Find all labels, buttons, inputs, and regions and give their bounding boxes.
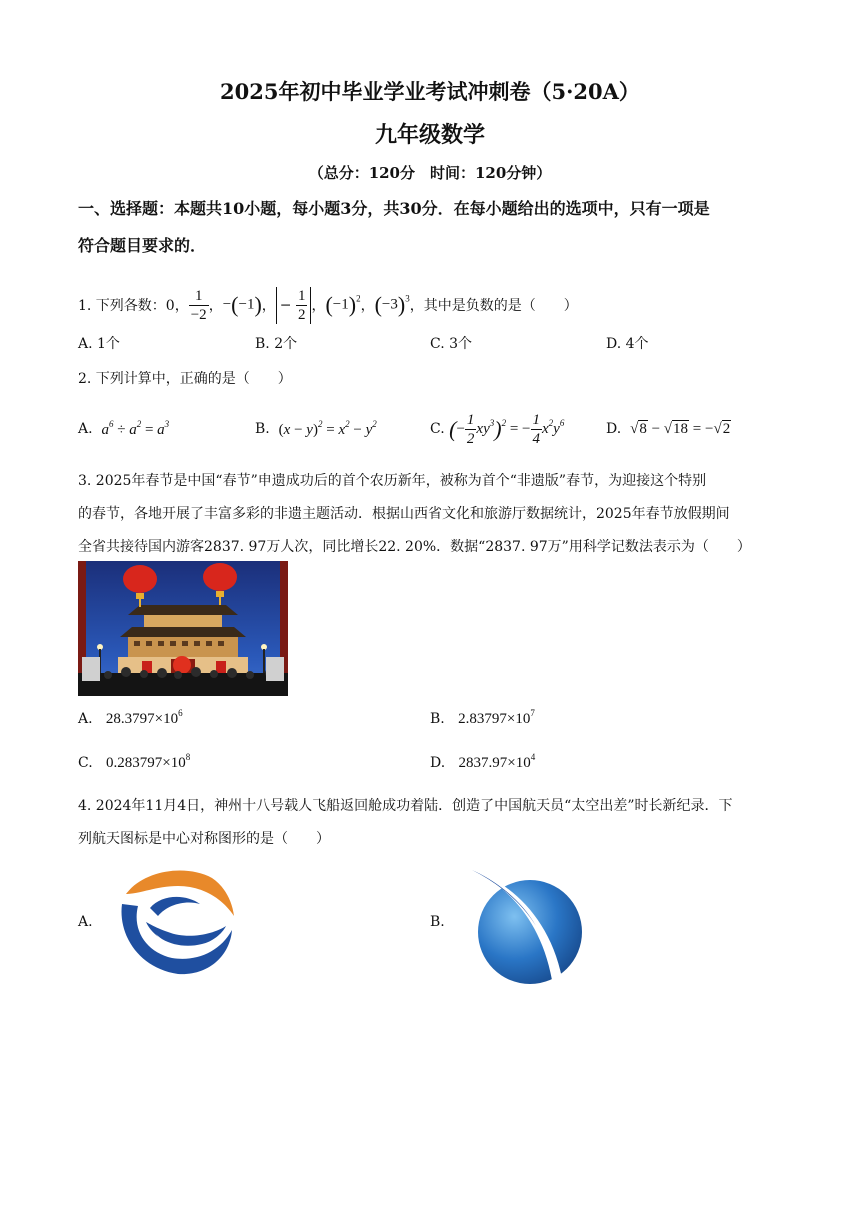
exam-title: 2025年初中毕业学业考试冲刺卷（5·20A） bbox=[220, 79, 640, 104]
q3-option-b: B. $2.83797\times 10^7$ bbox=[430, 708, 535, 727]
q2-option-c: C. (− $\frac{1}{2}$ $xy^3)^2$ = − $\frac{1}{4}$ $x^2y^6$ bbox=[430, 411, 565, 447]
q4-option-a-label: A. bbox=[78, 914, 93, 930]
question-3-line2: 的春节，各地开展了丰富多彩的非遗主题活动．根据山西省文化和旅游厅数据统计，2025年春节放假期间 bbox=[78, 506, 730, 522]
q1-option-a: A. 1个 bbox=[78, 336, 120, 352]
q1-option-c: C. 3个 bbox=[430, 336, 473, 352]
q2-option-a: A. $a^6 \div a^2 = a^3$ bbox=[78, 419, 170, 438]
q3-option-c: C. $0.283797\times 10^8$ bbox=[78, 752, 191, 771]
q2-a-expression: $a^6 \div a^2 = a^3$ bbox=[101, 419, 170, 438]
q1-fraction-1-over-neg2: $\frac{1}{-2}$ bbox=[190, 287, 207, 323]
q2-c-expression: (− $\frac{1}{2}$ $xy^3)^2$ = − $\frac{1}{4}$ $x^2y^6$ bbox=[449, 411, 565, 447]
subject-title: 九年级数学 bbox=[374, 122, 485, 148]
question-4-line2: 列航天图标是中心对称图形的是（ ） bbox=[78, 831, 330, 847]
q1-option-d: D. 4个 bbox=[606, 336, 649, 352]
question-3-line3: 全省共接待国内游客2837. 97万人次，同比增长22. 20%．数据“2837. 97万”用科学记数法表示为（ ） bbox=[78, 539, 751, 555]
aerospace-logo-a-icon bbox=[116, 864, 236, 976]
spring-festival-gate-photo bbox=[78, 561, 288, 696]
q3-option-a: A. $28.3797\times 10^6$ bbox=[78, 708, 183, 727]
q4-option-b-label: B. bbox=[430, 914, 445, 930]
q1-neg3-cubed: $(-3)^3$ bbox=[374, 292, 410, 317]
q1-prefix: 1. 下列各数：0， bbox=[78, 298, 189, 314]
q1-option-b: B. 2个 bbox=[255, 336, 298, 352]
question-1-stem: 1. 下列各数：0， $\frac{1}{-2}$ ， −(−1) ， − $\frac{1}{2}$ ， $(-1)^2$ ， $(-3)^3$ ，其中是负数的是（ ） bbox=[78, 287, 578, 323]
q2-d-expression: √8 − √18 = −√2 bbox=[630, 421, 731, 437]
q2-option-b: B. $(x - y)^2 = x^2 - y^2$ bbox=[255, 419, 377, 438]
section-heading-line2: 符合题目要求的． bbox=[78, 236, 207, 255]
q2-b-expression: $(x - y)^2 = x^2 - y^2$ bbox=[278, 419, 377, 438]
q3-option-d: D. $2837.97\times 10^4$ bbox=[430, 752, 536, 771]
aerospace-logo-b-icon bbox=[470, 868, 586, 986]
section-heading-line1: 一、选择题：本题共10小题，每小题3分，共30分．在每小题给出的选项中，只有一项是 bbox=[78, 199, 710, 218]
q1-neg1-squared: $(-1)^2$ bbox=[325, 292, 361, 317]
exam-info: （总分：120分 时间：120分钟） bbox=[308, 164, 552, 182]
question-2-stem: 2. 下列计算中，正确的是（ ） bbox=[78, 371, 292, 387]
question-4-line1: 4. 2024年11月4日，神州十八号载人飞船返回舱成功着陆．创造了中国航天员“太空出差”时长新纪录．下 bbox=[78, 798, 733, 814]
q1-neg-neg1: −(−1) bbox=[222, 292, 262, 317]
q1-suffix: ，其中是负数的是（ ） bbox=[409, 298, 578, 314]
q1-abs-neg-half: − $\frac{1}{2}$ bbox=[276, 287, 312, 324]
q2-option-d: D. √8 − √18 = −√2 bbox=[606, 421, 731, 437]
question-3-line1: 3. 2025年春节是中国“春节”申遗成功后的首个农历新年，被称为首个“非遗版”春节，为迎接这个特别 bbox=[78, 473, 707, 489]
